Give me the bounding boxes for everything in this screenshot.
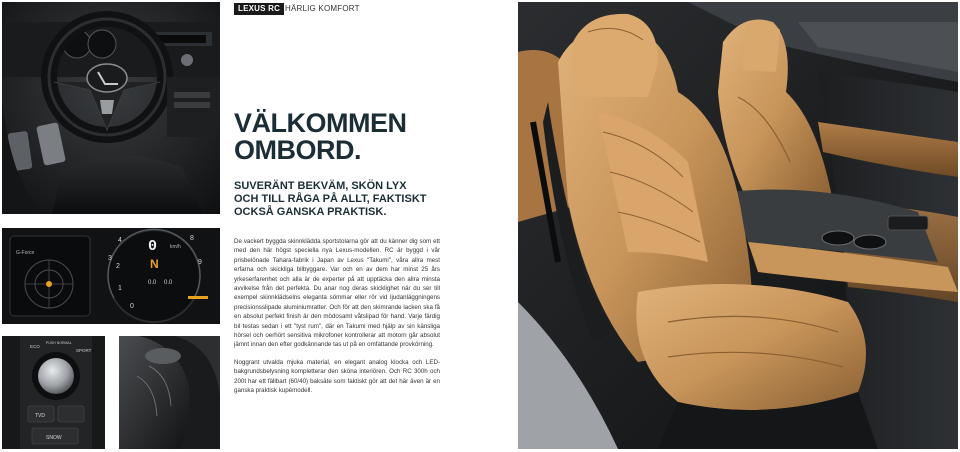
tach-tick-2: 2 bbox=[116, 263, 120, 270]
body-copy bbox=[234, 237, 440, 404]
subtitle-line-1: SUVERÄNT BEKVÄM, SKÖN LYX bbox=[234, 180, 407, 192]
readout-b: 0.0 bbox=[164, 280, 173, 286]
seat-detail-photo bbox=[119, 336, 220, 449]
section-title: HÄRLIG KOMFORT bbox=[285, 4, 360, 13]
gear-indicator: N bbox=[150, 257, 159, 271]
brand-badge: LEXUS RC bbox=[234, 3, 284, 15]
sport-label: SPORT bbox=[76, 348, 92, 353]
speed-unit: km/h bbox=[170, 244, 181, 250]
tach-tick-9: 9 bbox=[198, 259, 202, 266]
tach-tick-3: 3 bbox=[108, 255, 112, 262]
paragraph-2: Noggrant utvalda mjuka material, en elegant analog klocka och LED-bakgrundsbelysning kompletterar den sköna interiören. Och RC 300h och 200t har ett fällbart (60/40) baksäte som faktiskt gör att det här även är en ganska praktisk kupémodell. bbox=[234, 358, 440, 395]
tvd-label: TVD bbox=[35, 413, 45, 419]
readout-a: 0.0 bbox=[148, 280, 157, 286]
title-line-1: VÄLKOMMEN bbox=[234, 108, 407, 138]
page-title bbox=[234, 110, 434, 164]
steering-wheel-photo bbox=[2, 2, 220, 214]
subtitle-line-3: OCKSÅ GANSKA PRAKTISK. bbox=[234, 206, 387, 218]
tach-tick-8: 8 bbox=[190, 235, 194, 242]
gforce-label: G-Force bbox=[16, 250, 35, 256]
tach-tick-4: 4 bbox=[118, 237, 122, 244]
tach-tick-0: 0 bbox=[130, 303, 134, 310]
drive-mode-knob-photo bbox=[2, 336, 105, 449]
page-subtitle bbox=[234, 180, 434, 219]
push-normal-label: PUSH NORMAL bbox=[46, 341, 72, 345]
paragraph-1: De vackert byggda skinnklädda sportstolarna gör att du känner dig som ett med den här högst speciella nya Lexus-modellen. RC är byggd i vår prisbelönade Tahara-fabrik i Japan av Lexus "Takumi", våra allra mest erfarna och skickliga bilbyggare. Var och en av dem har minst 25 års yrkeserfarenhet och alla är de experter på att upptäcka den allra minsta avvikelse från det perfekta. Du anar nog deras skicklighet när du ser till exempel skinnklädselns eleganta sömmar eller rör vid ljudanläggningens precisionsslipade aluminiumratter. Och för att den skimrande lacken ska få en absolut perfekt finish är den mödosamt våtslipad för hand. Varje färdig bil testas sedan i ett "tyst rum", där en Takumi med hjälp av sin känsliga hörsel och oerhört sensitiva mikrofoner kontrollerar att motorn går absolut jämnt innan den efter godkännande tas ut på en omfattande provkörning. bbox=[234, 238, 440, 349]
tach-tick-1: 1 bbox=[118, 285, 122, 292]
gauge-cluster-photo bbox=[2, 228, 220, 324]
eco-label: ECO bbox=[30, 344, 40, 349]
subtitle-line-2: OCH TILL RÅGA PÅ ALLT, FAKTISKT bbox=[234, 193, 427, 205]
title-line-2: OMBORD. bbox=[234, 135, 361, 165]
speed-readout: 0 bbox=[148, 238, 158, 255]
snow-label: SNOW bbox=[46, 435, 62, 441]
leather-seats-photo bbox=[518, 2, 958, 449]
